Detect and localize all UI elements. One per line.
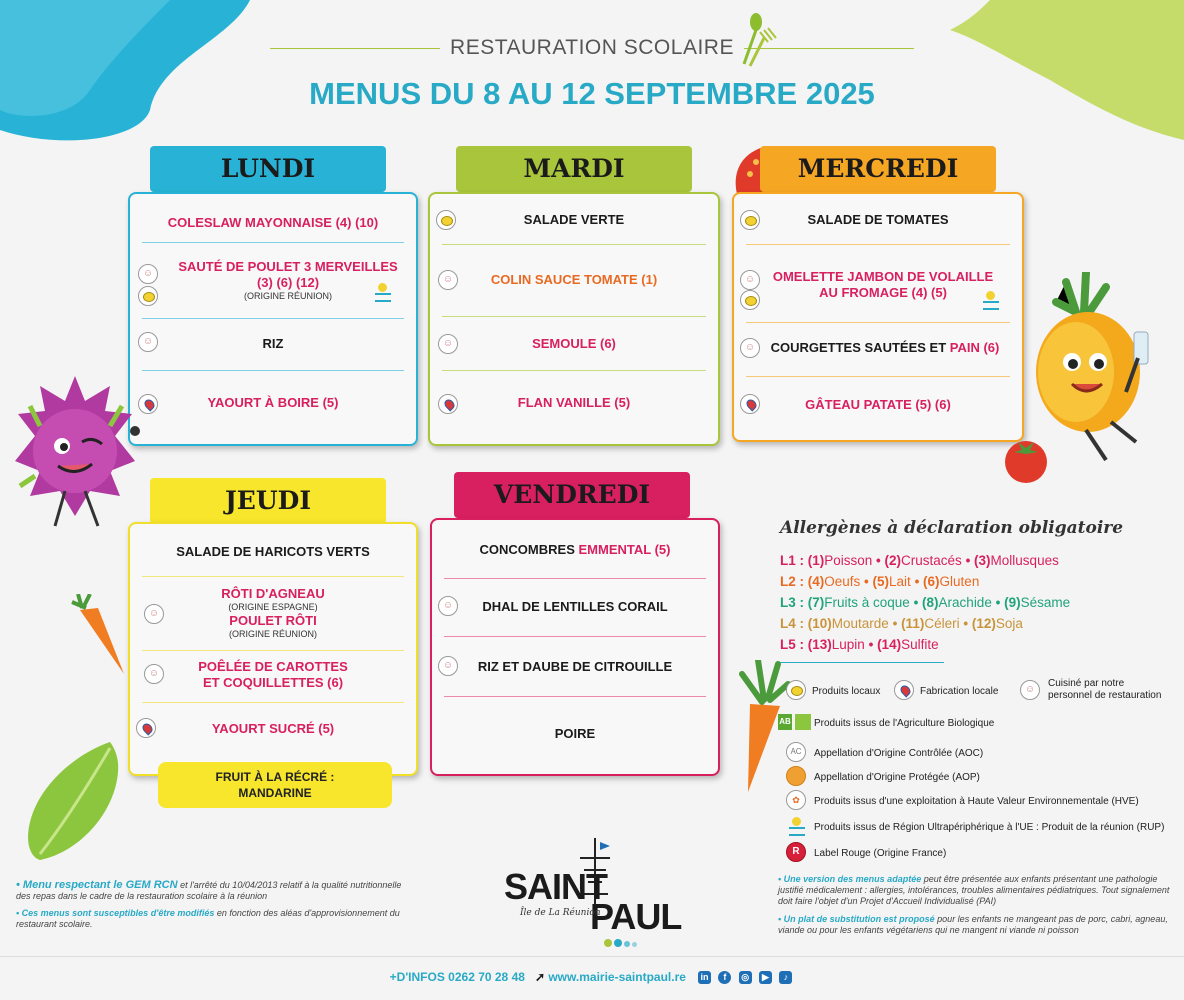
menu-item: SALADE DE HARICOTS VERTS xyxy=(176,544,370,559)
allergen-separator: • xyxy=(910,574,924,589)
green-corner-shape xyxy=(950,0,1184,140)
menu-item: SEMOULE (6) xyxy=(532,336,616,351)
menu-item: COLIN SAUCE TOMATE (1) xyxy=(490,272,658,287)
rup-icon xyxy=(982,290,1000,308)
recess-fruit-box xyxy=(158,762,392,808)
menu-item: RIZ ET DAUBE DE CITROUILLE xyxy=(477,659,673,674)
logo-dots xyxy=(604,934,637,942)
allergen-number: (11) xyxy=(901,616,925,631)
allergen-number: (2) xyxy=(884,553,902,568)
rup-icon xyxy=(788,816,806,834)
allergen-name: Arachide xyxy=(938,595,992,610)
cook-icon: ☺ xyxy=(740,270,760,290)
note-right-1-bold: • Une version des menus adaptée xyxy=(778,874,922,884)
blue-corner-shape xyxy=(0,0,260,150)
allergen-name: Poisson xyxy=(824,553,873,568)
local-fabrication-icon xyxy=(138,394,158,414)
menu-item xyxy=(130,582,416,644)
allergen-name: Crustacés xyxy=(901,553,962,568)
note-right-2-text: pour les enfants ne mangeant pas de porc, cabri, agneau, viande ou pour les enfants végétariens qui ne mangent ni viande ni poisson xyxy=(778,914,1168,935)
footer-phone: +D'INFOS 0262 70 28 48 xyxy=(389,970,525,984)
legend-fab: Fabrication locale xyxy=(920,686,999,697)
cook-icon: ☺ xyxy=(740,338,760,358)
instagram-icon[interactable]: ◎ xyxy=(739,971,752,984)
menu-item-highlight: EMMENTAL (5) xyxy=(578,542,671,557)
cook-icon: ☺ xyxy=(144,664,164,684)
allergen-separator: • xyxy=(909,595,923,610)
cook-icon: ☺ xyxy=(144,604,164,624)
menu-item-line2: AU FROMAGE (4) (5) xyxy=(819,285,947,300)
menu-item: YAOURT À BOIRE (5) xyxy=(207,395,339,410)
allergens-title: Allergènes à déclaration obligatoire xyxy=(780,518,1124,538)
allergen-name: Fruits à coque xyxy=(824,595,910,610)
note-right-2-bold: • Un plat de substitution est proposé xyxy=(778,914,935,924)
allergen-name: Céleri xyxy=(924,616,960,631)
menu-item: FLAN VANILLE (5) xyxy=(517,395,631,410)
divider xyxy=(442,244,706,245)
legend-local: Produits locaux xyxy=(812,686,881,697)
note-left-1-text: et l'arrêté du 10/04/2013 relatif à la qualité nutritionnelle des repas dans le cadre de la restauration scolaire à la réunion xyxy=(16,880,402,901)
menu-item: YAOURT SUCRÉ (5) xyxy=(211,721,335,736)
menu-item-text: COURGETTES SAUTÉES ET xyxy=(770,340,947,355)
allergen-line xyxy=(780,550,1160,571)
allergen-name: Oeufs xyxy=(824,574,861,589)
local-product-icon xyxy=(740,290,760,310)
divider xyxy=(444,578,706,579)
allergen-group-code: L4 : xyxy=(780,616,808,631)
allergen-name: Lait xyxy=(889,574,911,589)
cook-icon: ☺ xyxy=(438,334,458,354)
note-right-2 xyxy=(778,914,1170,936)
allergen-separator: • xyxy=(860,574,873,589)
menu-item: DHAL DE LENTILLES CORAIL xyxy=(482,599,668,614)
cook-icon: ☺ xyxy=(138,332,158,352)
cursor-icon: ➚ xyxy=(534,970,545,984)
menu-card-vendredi xyxy=(430,518,720,776)
allergen-line xyxy=(780,613,1160,634)
divider xyxy=(142,576,404,577)
day-tab-mercredi: MERCREDI xyxy=(760,146,996,192)
allergen-group-code: L1 : xyxy=(780,553,808,568)
legend-aoc: Appellation d'Origine Contrôlée (AOC) xyxy=(814,748,984,759)
menu-item-line1: OMELETTE JAMBON DE VOLAILLE xyxy=(772,269,994,284)
note-left-1-bold: • Menu respectant le GEM RCN xyxy=(16,879,178,891)
label-rouge-icon: R xyxy=(786,842,806,862)
cook-icon: ☺ xyxy=(1020,680,1040,700)
footer-website[interactable]: www.mairie-saintpaul.re xyxy=(548,970,686,984)
menu-item: POIRE xyxy=(554,726,596,741)
day-tab-lundi: LUNDI xyxy=(150,146,386,192)
allergen-number: (14) xyxy=(877,637,902,652)
menu-card-lundi xyxy=(128,192,418,446)
menu-item-line2: (3) (6) (12) xyxy=(256,274,320,290)
aop-icon xyxy=(786,766,806,786)
note-left-1 xyxy=(16,880,416,902)
header-line-left xyxy=(270,48,440,49)
legend-bio: Produits issus de l'Agriculture Biologique xyxy=(814,718,995,729)
allergen-separator: • xyxy=(959,616,972,631)
menu-card-mardi xyxy=(428,192,720,446)
allergen-name: Sulfite xyxy=(901,637,939,652)
legend-rup: Produits issus de Région Ultrapériphérique à l'UE : Produit de la réunion (RUP) xyxy=(814,822,1165,833)
recess-fruit-label: FRUIT À LA RÉCRÉ : xyxy=(215,770,335,784)
tiktok-icon[interactable]: ♪ xyxy=(779,971,792,984)
menu-item-line1: POÊLÉE DE CAROTTES xyxy=(198,659,348,674)
day-tab-mardi: MARDI xyxy=(456,146,692,192)
aoc-icon: AC xyxy=(786,742,806,762)
allergen-group-code: L5 : xyxy=(780,637,808,652)
menu-item xyxy=(130,654,416,696)
origin-note: (ORIGINE RÉUNION) xyxy=(228,629,317,639)
divider xyxy=(444,636,706,637)
legend-aop: Appellation d'Origine Protégée (AOP) xyxy=(814,772,980,783)
menu-item xyxy=(734,326,1022,370)
menu-item: SALADE VERTE xyxy=(523,212,625,227)
menu-item-line2: ET COQUILLETTES (6) xyxy=(202,675,344,690)
allergen-separator: • xyxy=(991,595,1005,610)
divider xyxy=(142,318,404,319)
allergen-number: (12) xyxy=(971,616,996,631)
allergen-line xyxy=(780,592,1160,613)
carrot-icon xyxy=(70,594,128,676)
recess-fruit-value: MANDARINE xyxy=(238,786,312,800)
allergen-name: Moutarde xyxy=(831,616,889,631)
logo-word-1: SAINT xyxy=(504,866,607,907)
lettuce-leaf-icon xyxy=(20,742,120,862)
menu-item-line1: RÔTI D'AGNEAU xyxy=(221,586,325,601)
youtube-icon[interactable]: ▶ xyxy=(759,971,772,984)
local-fabrication-icon xyxy=(894,680,914,700)
local-fabrication-icon xyxy=(438,394,458,414)
hve-icon: ✿ xyxy=(786,790,806,810)
allergen-number: (7) xyxy=(807,595,825,610)
menu-item-text: CONCOMBRES xyxy=(479,542,575,557)
menu-item xyxy=(130,250,416,310)
menu-item: COLESLAW MAYONNAISE (4) (10) xyxy=(167,215,379,230)
local-fabrication-icon xyxy=(136,718,156,738)
allergen-number: (6) xyxy=(923,574,940,589)
allergen-separator: • xyxy=(864,637,878,652)
local-fabrication-icon xyxy=(740,394,760,414)
allergens-list xyxy=(780,550,1160,655)
allergen-name: Sésame xyxy=(1020,595,1071,610)
allergen-group-code: L3 : xyxy=(780,595,808,610)
menu-item-line1: SAUTÉ DE POULET 3 MERVEILLES xyxy=(178,258,398,274)
cook-icon: ☺ xyxy=(438,656,458,676)
menu-item-line2: POULET RÔTI xyxy=(229,613,317,628)
subtitle-text: RESTAURATION SCOLAIRE xyxy=(450,36,734,59)
dragon-fruit-mascot xyxy=(10,366,140,536)
menu-item xyxy=(734,252,1022,318)
allergen-line xyxy=(780,571,1160,592)
menu-item: SALADE DE TOMATES xyxy=(807,212,949,227)
note-left-2 xyxy=(16,908,416,930)
allergen-name: Soja xyxy=(995,616,1023,631)
rup-icon xyxy=(374,282,392,300)
header-subtitle xyxy=(0,36,1184,60)
local-product-icon xyxy=(436,210,456,230)
cook-icon: ☺ xyxy=(438,270,458,290)
legend-cook-line2: personnel de restauration xyxy=(1048,690,1162,701)
allergen-number: (1) xyxy=(807,553,825,568)
allergen-group-code: L2 : xyxy=(780,574,808,589)
divider xyxy=(442,370,706,371)
divider xyxy=(442,316,706,317)
allergen-number: (4) xyxy=(807,574,825,589)
logo-tagline: Île de La Réunion xyxy=(520,908,601,918)
menu-item: RIZ xyxy=(262,336,284,351)
note-right-1 xyxy=(778,874,1170,907)
legend-label-rouge: Label Rouge (Origine France) xyxy=(814,848,947,859)
day-tab-jeudi: JEUDI xyxy=(150,478,386,524)
divider xyxy=(142,242,404,243)
fork-spoon-icon xyxy=(738,12,778,68)
menu-item-highlight: PAIN (6) xyxy=(949,340,1000,355)
divider xyxy=(746,244,1010,245)
cook-icon: ☺ xyxy=(138,264,158,284)
allergen-number: (3) xyxy=(974,553,991,568)
linkedin-icon[interactable]: in xyxy=(698,971,711,984)
note-right-1-text: peut être présentée aux enfants présentant une pathologie justifié médicalement : allergies, intolérances, troubles alimentaires pédiatriques. Tout signalement doit faire l'objet d'un Projet d'Accueil Individualisé (PAI) xyxy=(778,874,1170,906)
local-product-icon xyxy=(740,210,760,230)
divider xyxy=(746,376,1010,377)
allergen-separator: • xyxy=(872,553,885,568)
allergen-number: (9) xyxy=(1004,595,1021,610)
allergens-divider xyxy=(780,662,944,663)
divider xyxy=(142,702,404,703)
divider xyxy=(444,696,706,697)
bio-label-icon: AB xyxy=(778,714,812,730)
facebook-icon[interactable]: f xyxy=(718,971,731,984)
tomato-icon xyxy=(1002,430,1050,484)
logo-word-2: PAUL xyxy=(590,896,682,937)
allergen-name: Mollusques xyxy=(990,553,1059,568)
divider xyxy=(142,370,404,371)
allergen-name: Lupin xyxy=(831,637,865,652)
page-title: MENUS DU 8 AU 12 SEPTEMBRE 2025 xyxy=(309,76,875,111)
divider xyxy=(142,650,404,651)
allergen-number: (8) xyxy=(922,595,939,610)
allergen-separator: • xyxy=(888,616,902,631)
divider xyxy=(746,322,1010,323)
legend-hve: Produits issus d'une exploitation à Haute Valeur Environnementale (HVE) xyxy=(814,796,1139,807)
menu-card-mercredi xyxy=(732,192,1024,442)
menu-item xyxy=(432,526,718,574)
local-product-icon xyxy=(138,286,158,306)
allergen-number: (5) xyxy=(872,574,890,589)
menu-item: GÂTEAU PATATE (5) (6) xyxy=(805,397,951,412)
allergen-line xyxy=(780,634,1160,655)
note-left-2-text: en fonction des aléas d'approvisionnement du restaurant scolaire. xyxy=(16,908,400,929)
menu-card-jeudi xyxy=(128,522,418,776)
note-left-2-bold: • Ces menus sont susceptibles d'être modifiés xyxy=(16,908,215,918)
allergen-number: (13) xyxy=(807,637,832,652)
origin-note: (ORIGINE RÉUNION) xyxy=(243,290,332,301)
legend-cook-line1: Cuisiné par notre xyxy=(1048,678,1125,689)
legend-cook xyxy=(1048,678,1161,702)
allergen-separator: • xyxy=(961,553,975,568)
cook-icon: ☺ xyxy=(438,596,458,616)
allergen-number: (10) xyxy=(807,616,832,631)
day-tab-vendredi: VENDREDI xyxy=(454,472,690,518)
footer xyxy=(0,960,1184,1000)
footer-divider xyxy=(0,956,1184,957)
origin-note: (ORIGINE ESPAGNE) xyxy=(228,602,318,612)
allergen-name: Gluten xyxy=(939,574,980,589)
local-product-icon xyxy=(786,680,806,700)
